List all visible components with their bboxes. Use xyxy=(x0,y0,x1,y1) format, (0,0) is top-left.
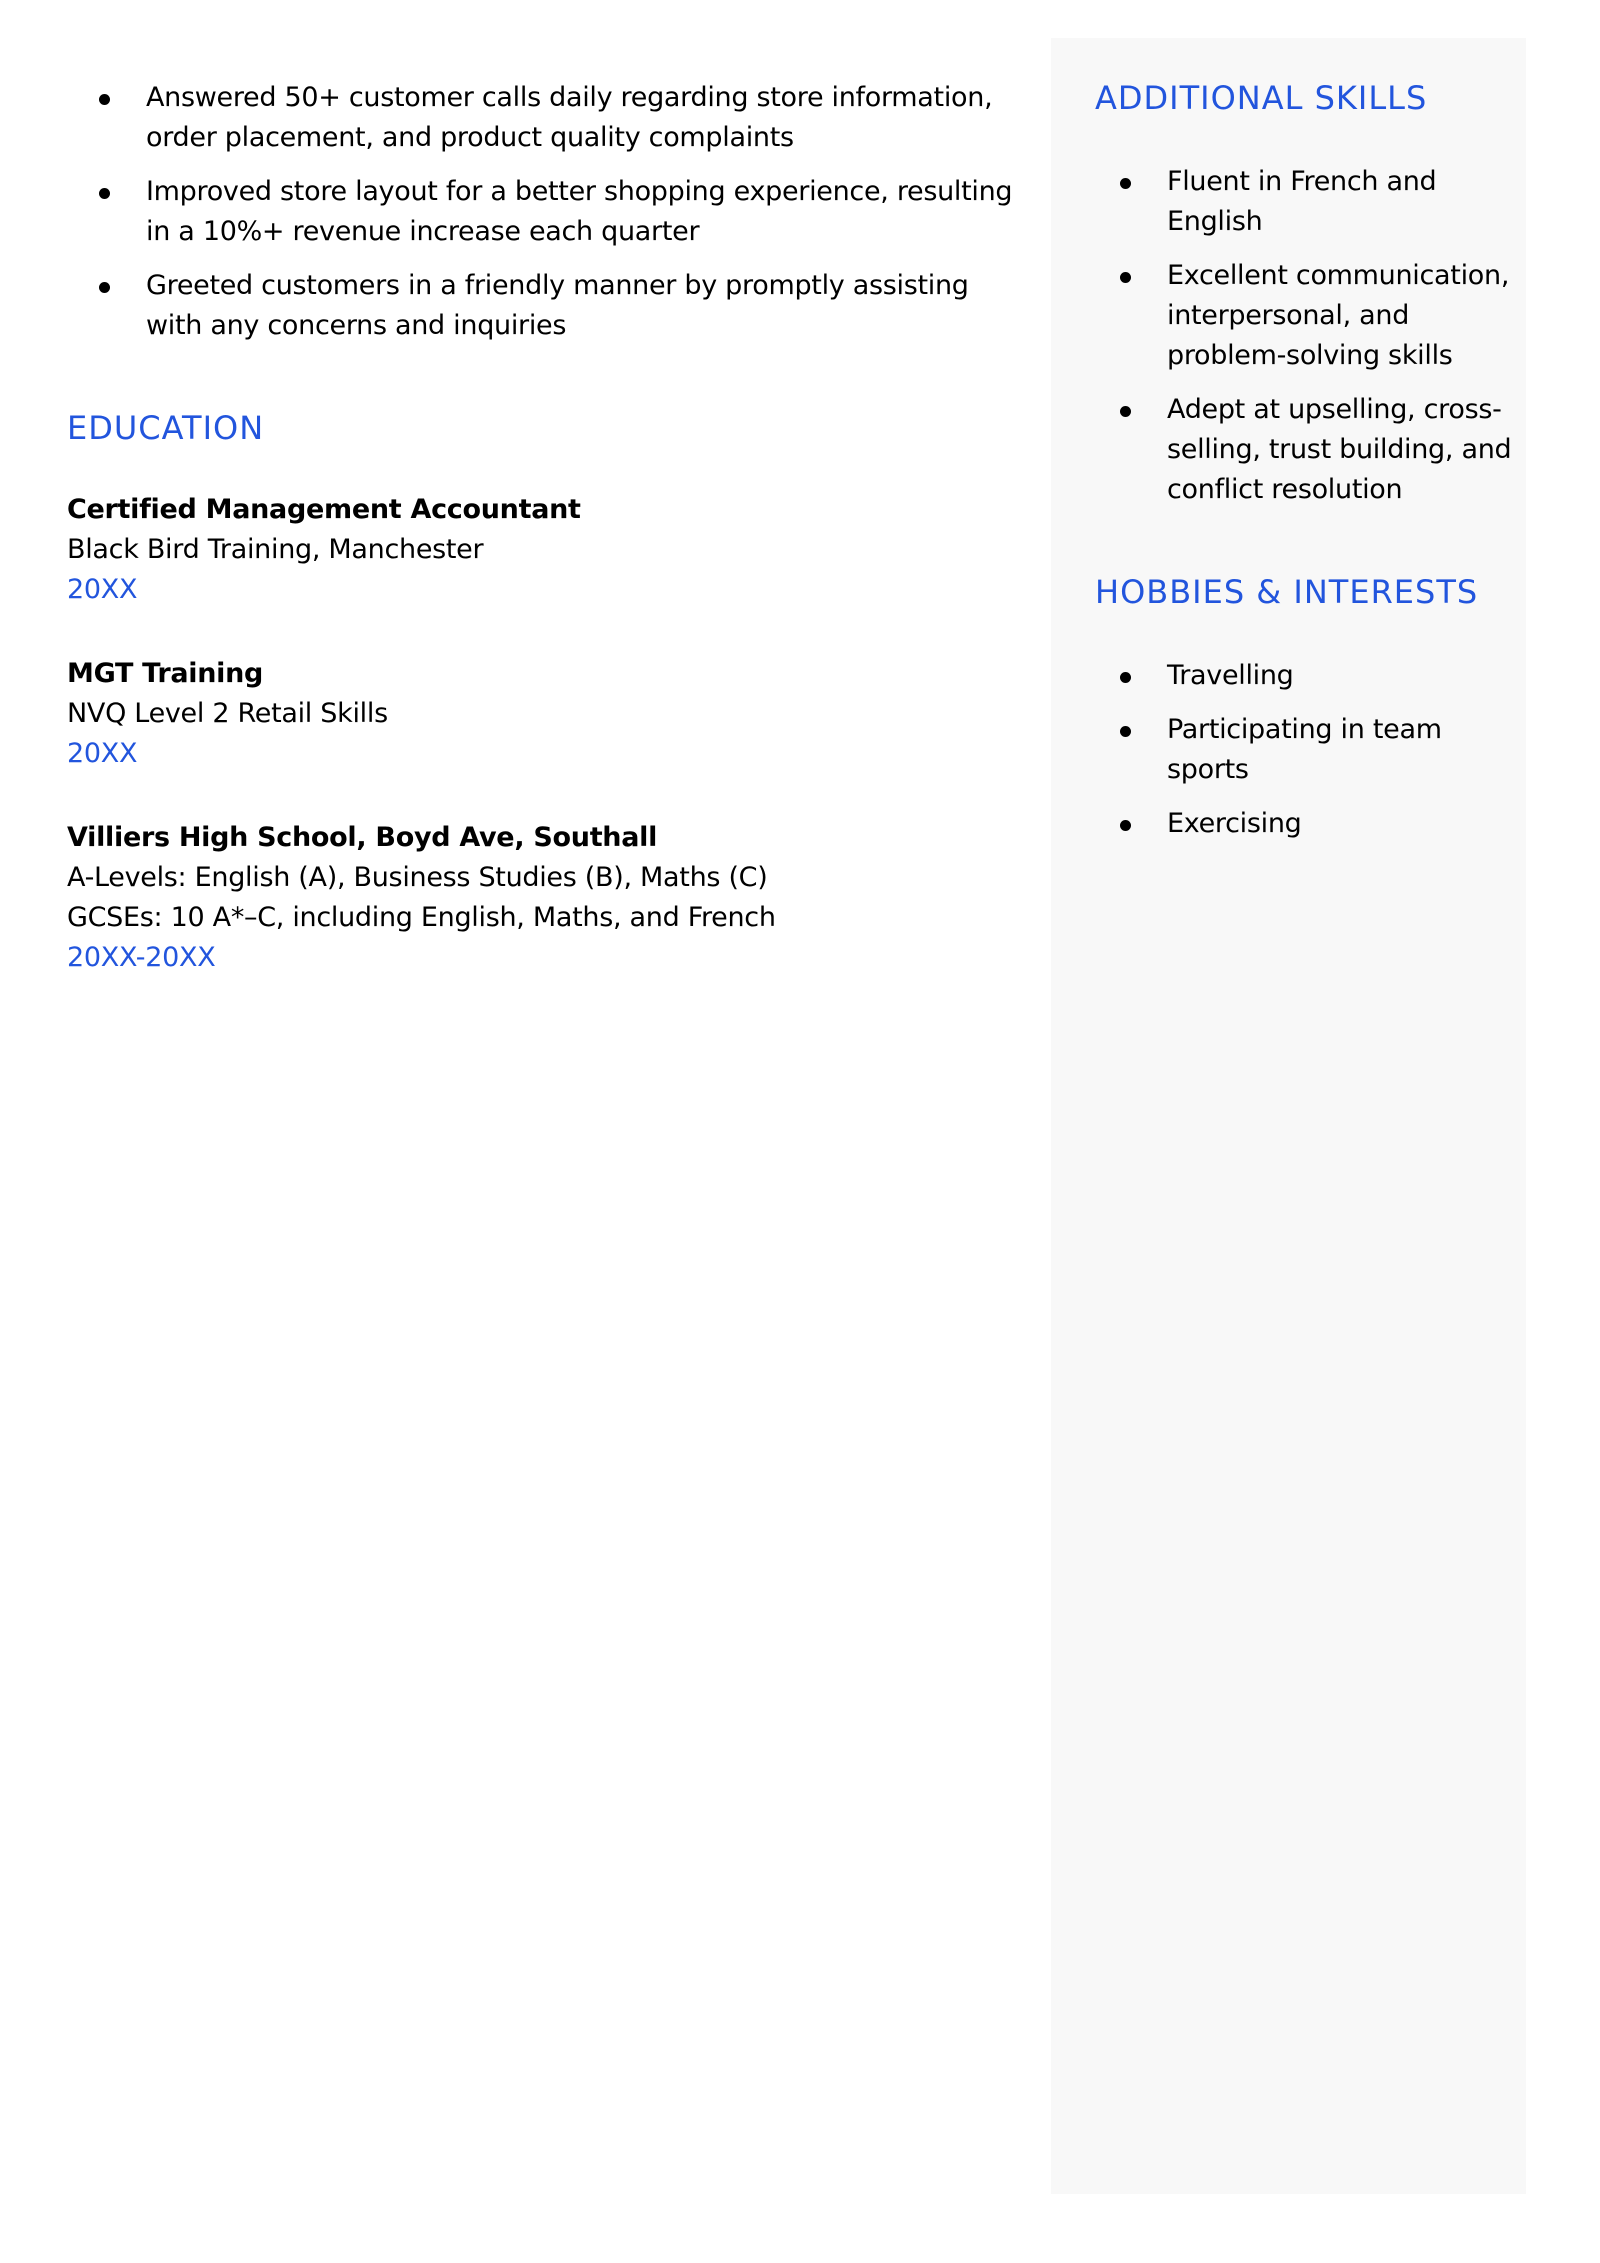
education-date: 20XX xyxy=(67,738,138,769)
skill-item: Fluent in French and English xyxy=(1095,162,1515,242)
experience-bullets xyxy=(67,78,1027,346)
hobby-item: Participating in team sports xyxy=(1095,710,1515,790)
education-date: 20XX xyxy=(67,574,138,605)
hobby-item: Travelling xyxy=(1095,656,1515,696)
sidebar-content xyxy=(1095,78,1515,858)
bullet-icon xyxy=(1120,272,1131,283)
hobbies-list xyxy=(1095,656,1515,844)
bullet-icon xyxy=(99,94,110,105)
sidebar xyxy=(1051,38,1526,2194)
hobbies-heading: HOBBIES & INTERESTS xyxy=(1095,573,1479,611)
bullet-icon xyxy=(1120,726,1131,737)
skill-item: Adept at upselling, cross-selling, trust building, and conflict resolution xyxy=(1095,390,1515,510)
bullet-item: Improved store layout for a better shopping experience, resulting in a 10%+ revenue increase each quarter xyxy=(67,172,1027,252)
hobby-item: Exercising xyxy=(1095,804,1515,844)
education-detail: Black Bird Training, Manchester xyxy=(67,534,484,565)
education-title: Certified Management Accountant xyxy=(67,494,581,525)
education-date: 20XX-20XX xyxy=(67,942,216,973)
bullet-icon xyxy=(1120,406,1131,417)
bullet-icon xyxy=(99,188,110,199)
skill-item: Excellent communication, interpersonal, and problem-solving skills xyxy=(1095,256,1515,376)
skills-list xyxy=(1095,162,1515,510)
education-detail: GCSEs: 10 A*–C, including English, Maths, and French xyxy=(67,902,776,933)
bullet-icon xyxy=(1120,672,1131,683)
education-title: MGT Training xyxy=(67,658,264,689)
education-entry xyxy=(67,654,1027,774)
education-detail: NVQ Level 2 Retail Skills xyxy=(67,698,388,729)
bullet-icon xyxy=(99,282,110,293)
education-entry xyxy=(67,818,1027,978)
additional-skills-heading: ADDITIONAL SKILLS xyxy=(1095,79,1428,117)
education-detail: A-Levels: English (A), Business Studies (B), Maths (C) xyxy=(67,862,768,893)
bullet-item: Greeted customers in a friendly manner by promptly assisting with any concerns and inquiries xyxy=(67,266,1027,346)
bullet-icon xyxy=(1120,178,1131,189)
bullet-item: Answered 50+ customer calls daily regarding store information, order placement, and product quality complaints xyxy=(67,78,1027,158)
education-heading: EDUCATION xyxy=(67,409,265,447)
main-column xyxy=(67,78,1027,978)
education-title: Villiers High School, Boyd Ave, Southall xyxy=(67,822,658,853)
bullet-icon xyxy=(1120,820,1131,831)
education-entry xyxy=(67,490,1027,610)
